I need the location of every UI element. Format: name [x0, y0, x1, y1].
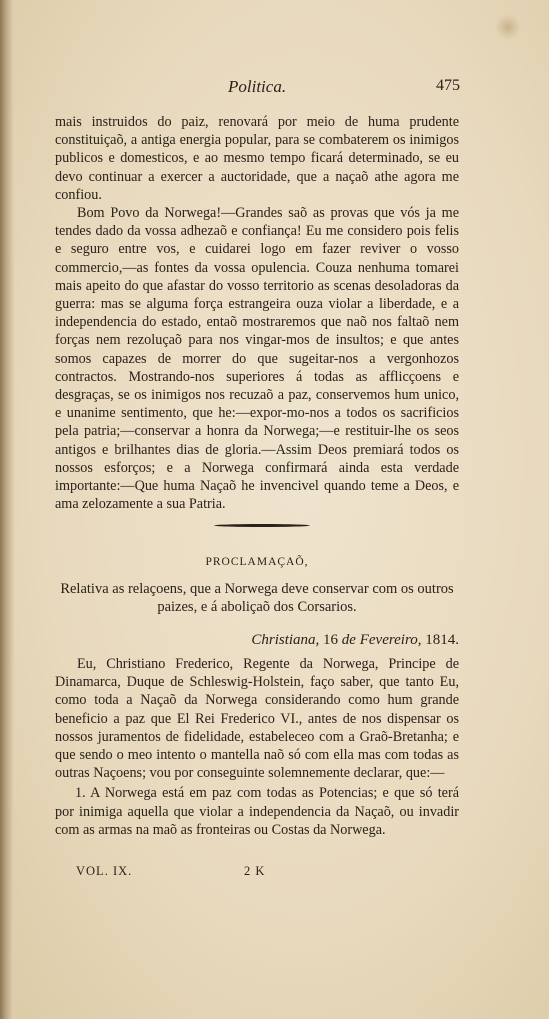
paper-stain: [495, 14, 521, 40]
main-text: [55, 113, 459, 513]
proclamation-heading: PROCLAMAÇAÕ,: [205, 556, 309, 568]
proclamation-subtitle: Relativa as relaçoens, que a Norwega deve conservar com os outros paizes, e á aboliçaõ dos Corsarios.: [60, 581, 454, 615]
proclamation-text: Eu, Christiano Frederico, Regente da Norwega, Principe de Dinamarca, Duque de Schleswig-Holstein, faço saber, que tanto Eu, como toda a Naçaõ da Norwega considerando como hum grande beneficio a paz que El Rei Frederico VI., antes de nos dispensar os nossos juramentos de fidelidade, estabeleceo com a Graõ-Bretanha; e que sendo o meo intento o mantella naõ só com ella mas com todas as outras Naçoens; vou por conseguinte solemnemente declarar, que:—: [55, 656, 459, 782]
dateline-month: Fevereiro,: [359, 632, 422, 648]
proclamation-article-1: 1. A Norwega está em paz com todas as Potencias; e que só terá por inimiga aquella que violar a independencia da Naçaõ, ou invadir com as armas na maõ as fronteiras ou Costas da Norwega.: [55, 785, 459, 838]
dateline-year: 1814.: [425, 632, 459, 648]
signature-mark: 2 K: [244, 864, 266, 878]
running-header: [56, 77, 460, 99]
dateline-day: 16: [323, 632, 339, 648]
proclamation-body: [55, 655, 459, 839]
section-divider: [214, 524, 310, 527]
page-number: 475: [436, 77, 460, 94]
paragraph-continuation: mais instruidos do paiz, renovará por meio de huma prudente constituiçaõ, a antiga energia popular, para se combaterem os inimigos publicos e domesticos, e ao mesmo tempo ficará determinado, se eu devo continuar a exercer a auctoridade, que a naçaõ athe agora me confiou.: [55, 114, 459, 203]
page-footer: [76, 864, 460, 882]
running-title: Politica.: [228, 77, 287, 96]
dateline-place: Christiana,: [251, 632, 320, 648]
page-gutter: [0, 0, 14, 1019]
dateline-de: de: [341, 632, 356, 648]
volume-label: VOL. IX.: [76, 864, 133, 878]
paragraph-address: Bom Povo da Norwega!—Grandes saõ as provas que vós ja me tendes dado da vossa adhezaõ e confiança! Eu me considero pois felis e seguro entre vos, e cuidarei logo em fazer reviver o vosso commercio,—as fontes da vossa opulencia. Couza nenhuma tomarei mais apeito do que afastar do vosso territorio as scenas desoladoras da guerra: mas se alguma força estrangeira ouza violar a liberdade, e a independencia do estado, entaõ mostraremos que naõ nos faltaõ nem forças nem rezoluçaõ para nos vingar-mos de insultos; e que antes somos capazes de morrer do que sugeitar-nos a vergonhozos contractos. Mostrando-nos superiores á todas as afflicçoens e desgraças, se os inimigos nos recuzaõ a paz, conservemos hum unico, e unanime sentimento, que he:—expor-mo-nos a todos os sacrificios pela patria;—conservar a honra da Norwega;—e restituir-lhe os seos antigos e brilhantes dias de gloria.—Assim Deos premiará todos os nossos esforços; e a Norwega confirmará ainda esta verdade importante:—Que huma Naçaõ he invencivel quando teme a Deos, e ama zelozamente a sua Patria.: [55, 205, 459, 513]
proclamation-dateline: [55, 632, 459, 649]
